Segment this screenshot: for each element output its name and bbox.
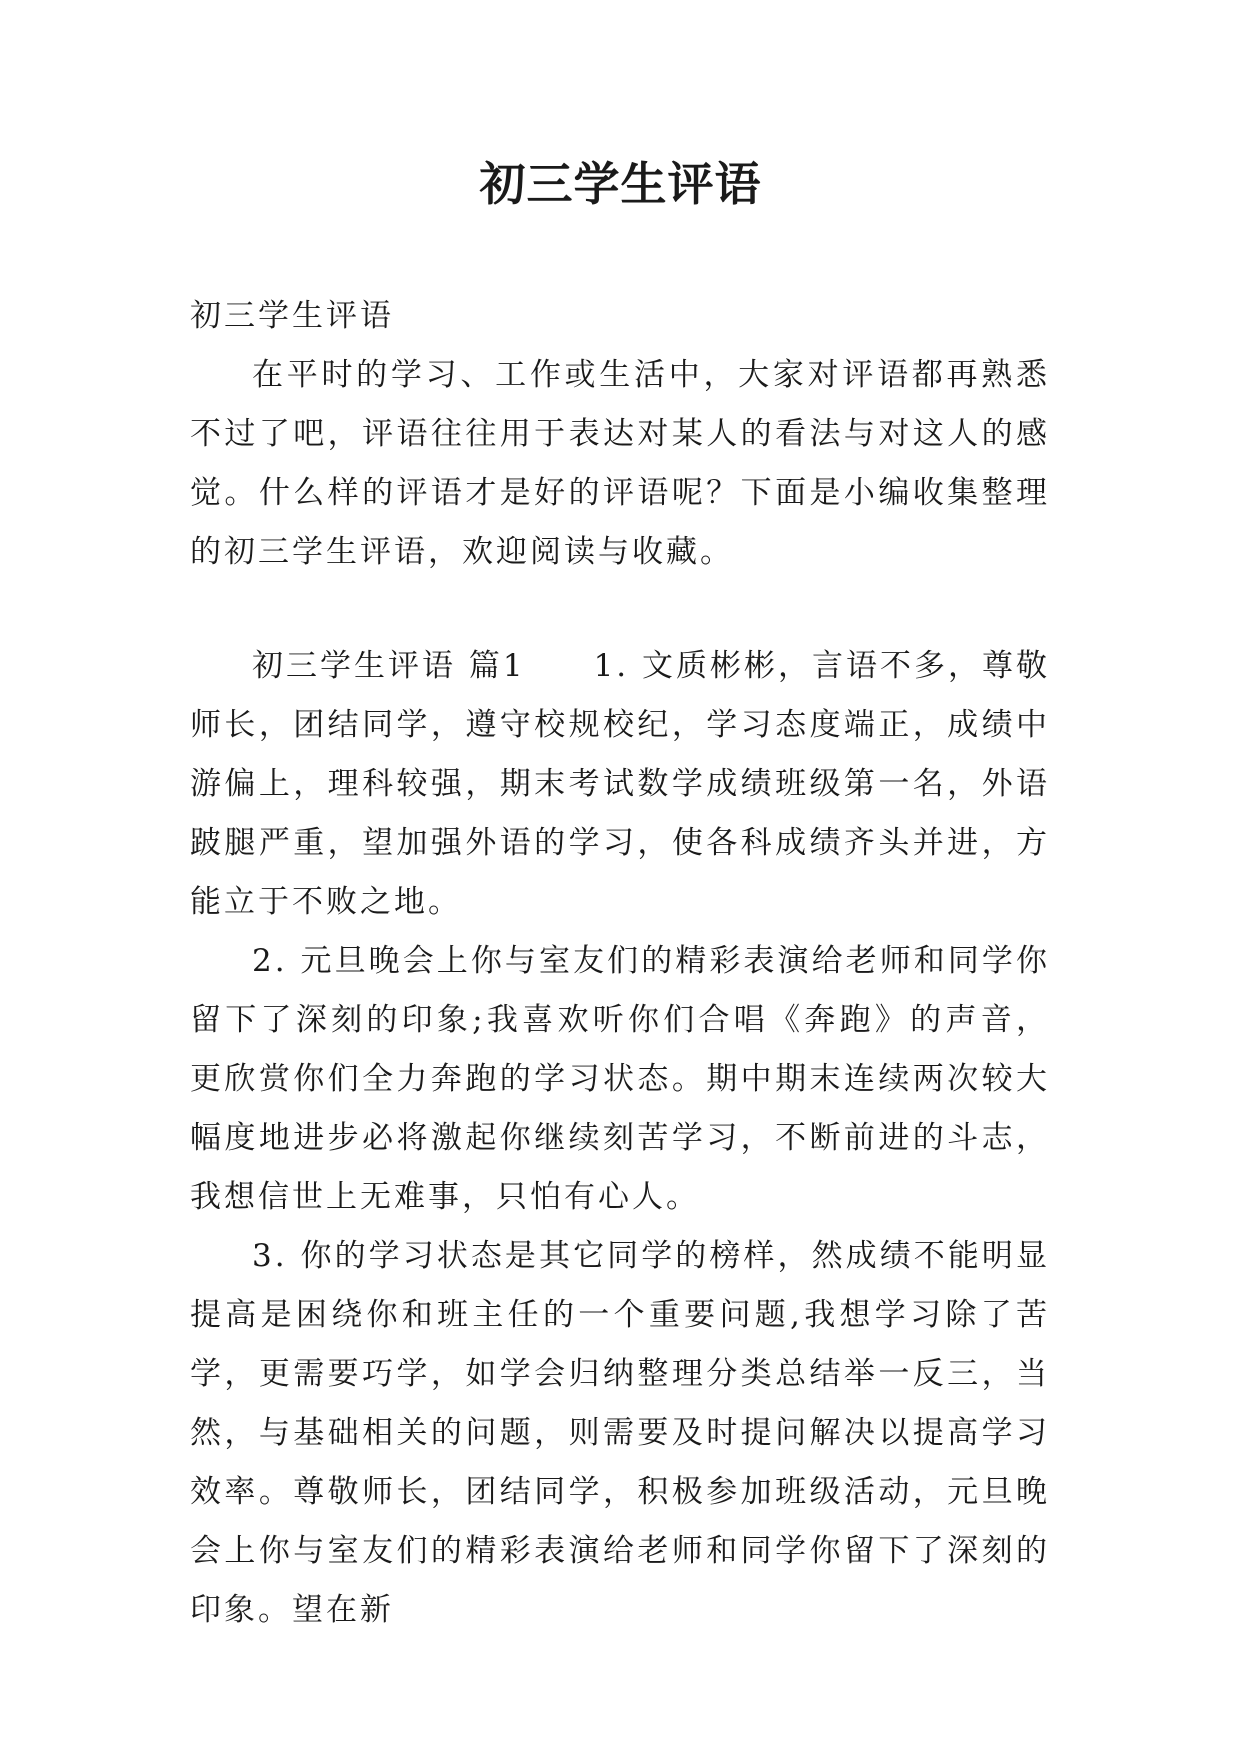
comment-paragraph-2 [190, 932, 1050, 1227]
document-title: 初三学生评语 [479, 157, 762, 211]
paragraph-text: 2. 元旦晚会上你与室友们的精彩表演给老师和同学你留下了深刻的印象;我喜欢听你们合唱《奔跑》的声音，更欣赏你们全力奔跑的学习状态。期中期末连续两次较大幅度地进步必将激起你继续刻苦学习，不断前进的斗志，我想信世上无难事，只怕有心人。 [190, 943, 1050, 1215]
subtitle-text: 初三学生评语 [190, 298, 394, 334]
intro-paragraph [190, 346, 1050, 582]
document-subtitle [190, 287, 1050, 346]
paragraph-text: 在平时的学习、工作或生活中，大家对评语都再熟悉不过了吧，评语往往用于表达对某人的看法与对这人的感觉。什么样的评语才是好的评语呢？下面是小编收集整理的初三学生评语，欢迎阅读与收藏。 [190, 357, 1050, 570]
comment-paragraph-1 [190, 637, 1050, 932]
paragraph-text: 初三学生评语 篇1 1. 文质彬彬，言语不多，尊敬师长，团结同学，遵守校规校纪，学习态度端正，成绩中游偏上，理科较强，期末考试数学成绩班级第一名，外语跛腿严重，望加强外语的学习，使各科成绩齐头并进，方能立于不败之地。 [190, 648, 1051, 920]
paragraph-text: 3. 你的学习状态是其它同学的榜样，然成绩不能明显提高是困绕你和班主任的一个重要问题,我想学习除了苦学，更需要巧学，如学会归纳整理分类总结举一反三，当然，与基础相关的问题，则需要及时提问解决以提高学习效率。尊敬师长，团结同学，积极参加班级活动，元旦晚会上你与室友们的精彩表演给老师和同学你留下了深刻的印象。望在新 [190, 1238, 1050, 1628]
comment-paragraph-3 [190, 1227, 1050, 1640]
